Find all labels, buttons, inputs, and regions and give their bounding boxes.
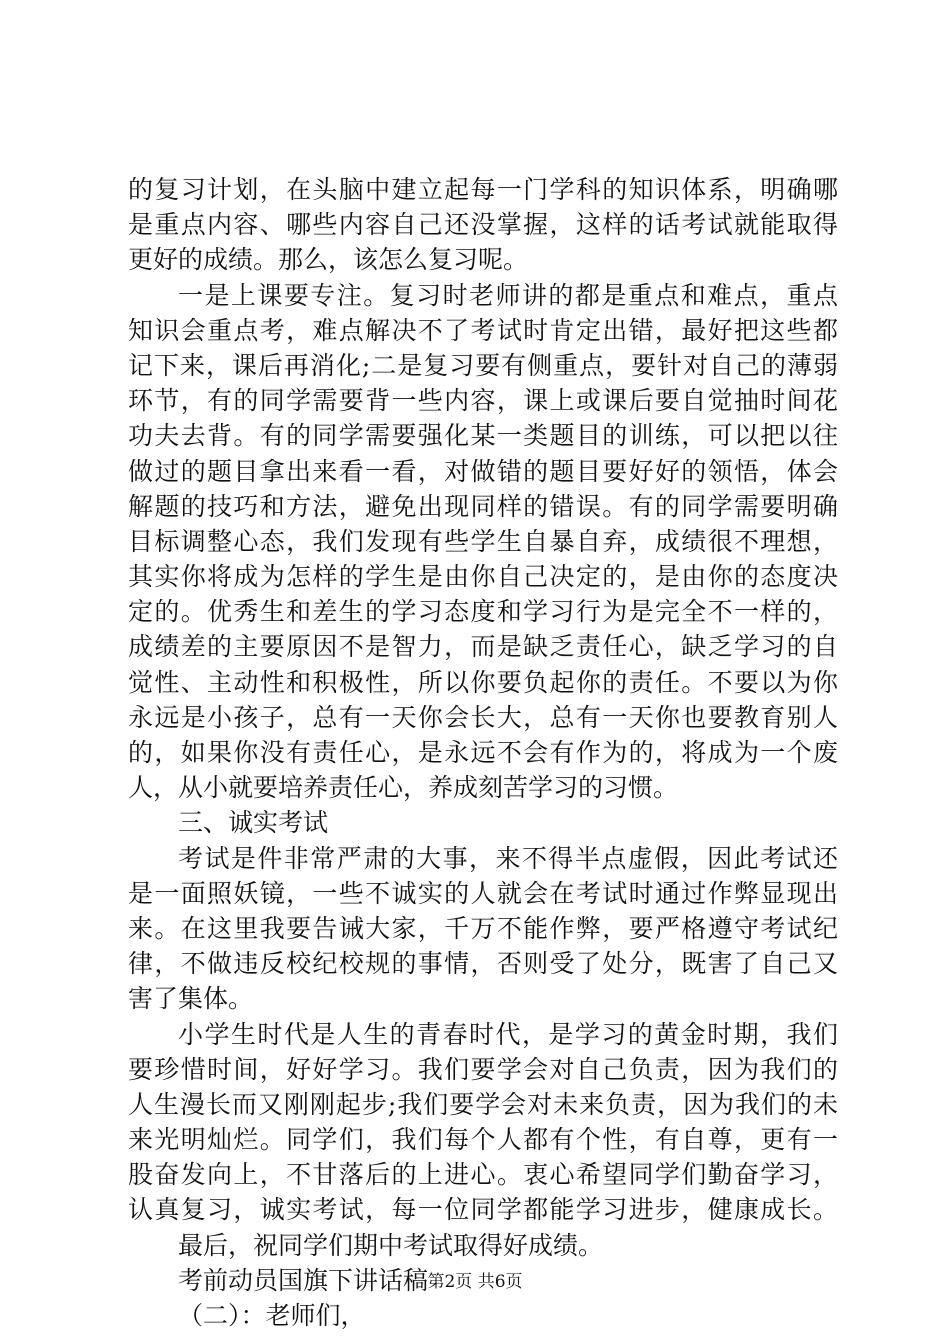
text-line: 做过的题目拿出来看一看，对做错的题目要好好的领悟，体会 bbox=[128, 456, 838, 486]
text-line: 解题的技巧和方法，避免出现同样的错误。有的同学需要明确 bbox=[128, 491, 838, 521]
text-line: 永远是小孩子，总有一天你会长大，总有一天你也要教育别人 bbox=[128, 702, 838, 732]
text-line: 认真复习，诚实考试，每一位同学都能学习进步，健康成长。 bbox=[128, 1195, 838, 1225]
text-line: 是重点内容、哪些内容自己还没掌握，这样的话考试就能取得 bbox=[128, 210, 838, 240]
text-line: 是一面照妖镜，一些不诚实的人就会在考试时通过作弊显现出 bbox=[128, 878, 838, 908]
text-line: 目标调整心态，我们发现有些学生自暴自弃，成绩很不理想， bbox=[128, 526, 838, 556]
text-line: 来光明灿烂。同学们，我们每个人都有个性，有自尊，更有一 bbox=[128, 1125, 838, 1155]
text-line: 觉性、主动性和积极性，所以你要负起你的责任。不要以为你 bbox=[128, 667, 838, 697]
text-line: 环节，有的同学需要背一些内容，课上或课后要自觉抽时间花 bbox=[128, 386, 838, 416]
text-line: 记下来，课后再消化;二是复习要有侧重点，要针对自己的薄弱 bbox=[128, 350, 838, 380]
text-line: 功夫去背。有的同学需要强化某一类题目的训练，可以把以往 bbox=[128, 421, 838, 451]
document-body bbox=[128, 172, 838, 1333]
text-line: 知识会重点考，难点解决不了考试时肯定出错，最好把这些都 bbox=[128, 315, 838, 345]
text-line: 更好的成绩。那么，该怎么复习呢。 bbox=[128, 245, 529, 275]
text-line: 人生漫长而又刚刚起步;我们要学会对未来负责，因为我们的未 bbox=[128, 1089, 838, 1119]
page-number-footer: 第2页 共6页 bbox=[427, 1272, 523, 1292]
text-line: 害了集体。 bbox=[128, 984, 254, 1014]
text-line: 其实你将成为怎样的学生是由你自己决定的，是由你的态度决 bbox=[128, 562, 838, 592]
text-line: 来。在这里我要告诫大家，千万不能作弊，要严格遵守考试纪 bbox=[128, 913, 838, 943]
text-line: 最后，祝同学们期中考试取得好成绩。 bbox=[178, 1230, 604, 1260]
text-line: 的复习计划，在头脑中建立起每一门学科的知识体系，明确哪 bbox=[128, 175, 838, 204]
text-line: 三、诚实考试 bbox=[178, 808, 329, 838]
text-line: 股奋发向上，不甘落后的上进心。衷心希望同学们勤奋学习， bbox=[128, 1160, 838, 1190]
text-line: 小学生时代是人生的青春时代，是学习的黄金时期，我们 bbox=[178, 1019, 838, 1049]
text-line: 考前动员国旗下讲话稿 bbox=[178, 1265, 429, 1295]
text-line: 人，从小就要培养责任心，养成刻苦学习的习惯。 bbox=[128, 773, 679, 803]
text-line: 要珍惜时间，好好学习。我们要学会对自己负责，因为我们的 bbox=[128, 1054, 838, 1084]
text-line: 定的。优秀生和差生的学习态度和学习行为是完全不一样的， bbox=[128, 597, 838, 627]
text-line: 一是上课要专注。复习时老师讲的都是重点和难点，重点 bbox=[178, 280, 838, 310]
text-line: （二）：老师们， bbox=[178, 1301, 366, 1330]
text-line: 成绩差的主要原因不是智力，而是缺乏责任心，缺乏学习的自 bbox=[128, 632, 838, 662]
text-line: 考试是件非常严肃的大事，来不得半点虚假，因此考试还 bbox=[178, 843, 838, 873]
text-line: 的，如果你没有责任心，是永远不会有作为的，将成为一个废 bbox=[128, 738, 838, 767]
text-line: 律，不做违反校纪校规的事情，否则受了处分，既害了自己又 bbox=[128, 949, 838, 979]
